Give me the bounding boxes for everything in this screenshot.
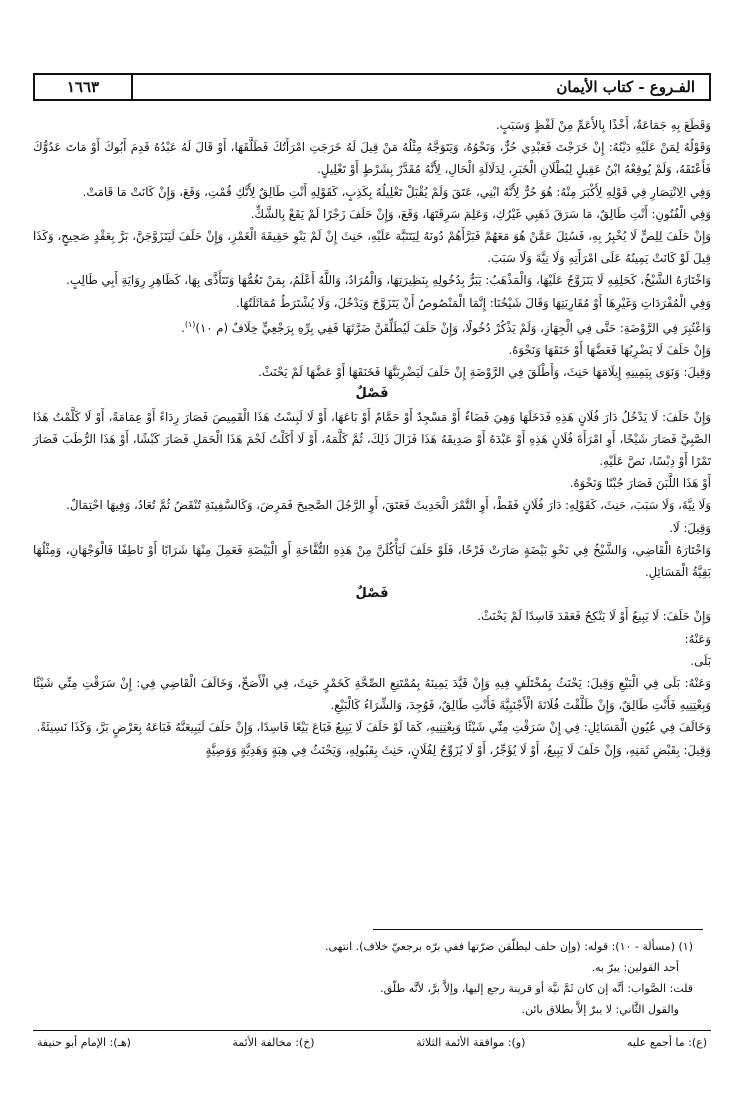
paragraph: وَإِنْ حَلَفَ: لَا يَبِيعُ أَوْ لَا يَنْكِحُ فَعَقَدَ فَاسِدًا لَمْ يَحْنَثْ. [477, 609, 711, 624]
footnote-marker: (١) [184, 319, 196, 329]
page-header [33, 73, 711, 101]
section-heading: فَصْلٌ [355, 586, 389, 602]
paragraph: وَاخْتَارَهُ الشَّيْخُ، كَحَلِفِهِ لَا يَتَزَوَّجُ عَلَيْهَا، وَالْمَذْهَبُ: يَبَرُّ بِدُخُولِهِ بِنَظِيرَتِهَا، وَالْمُرَادُ، وَاللَّهُ أَعْلَمُ، بِمَنْ تَغُمُّهَا وَتَتَأَذَّى بِهَا، كَظَاهِرِ رِوَايَةِ أَبِي طَالِبٍ. [66, 273, 711, 288]
abbreviation-legend [33, 1036, 711, 1056]
paragraph: أَوْ هَذَا اللَّبَنَ فَصَارَ جُبْنًا وَنَحْوَهُ. [569, 476, 711, 491]
legend-khaa: (خ): مخالفة الأئمة [232, 1036, 315, 1049]
running-title: الفـروع - كتاب الأيمان [556, 78, 695, 96]
paragraph-with-footnote: وَاعْتُبِرَ فِي الرَّوْضَةِ: حَتَّى فِي الْجِهَازِ، وَلَمْ يَذْكُرْ دُخُولًا، وَإِنْ حَلَفَ لَيُطَلِّقَنَّ ضَرَّتَهَا فَفِي بِرِّهِ بِرَجْعِيٍّ خِلَافٌ (م ١٠)$^{(١)}$. [181, 319, 711, 335]
paragraph: وَاخْتَارَهُ الْقَاضِي، وَالشَّيْخُ فِي نَحْوِ بَيْضَةٍ صَارَتْ فَرْخًا، فَلَوْ حَلَفَ لَيَأْكُلَنَّ مِنْ هَذِهِ التُّفَّاحَةِ أَوِ الْبَيْضَةِ فَعَمِلَ مِنْهَا شَرَابًا أَوْ نَاطِفًا فَالْوَجْهَانِ، وَمِثْلُهَا بَقِيَّةُ الْمَسَائِلِ. [33, 542, 711, 579]
footnote-line: (١) (مسألة - ١٠): قوله: (وإن حلف ليطلّقن ضرّتها ففي برّه برجعيّ خلاف). انتهى. [324, 940, 693, 953]
header-divider [131, 75, 133, 99]
legend-haa: (هـ): الإمام أبو حنيفة [37, 1036, 131, 1049]
paragraph: بَلَى. [690, 653, 711, 668]
footnote-line: قلت: الصَّواب: أنَّه إن كان ثَمَّ نيَّة أو قرينة رجع إليها، وإلاَّ برَّ، لأنَّه طلّق. [380, 982, 693, 995]
paragraph: وَإِنْ حَلَفَ: لَا يَدْخُلُ دَارَ فُلَانٍ هَذِهِ فَدَخَلَهَا وَهِيَ فَضَاءٌ أَوْ مَسْجِدٌ أَوْ حَمَّامٌ أَوْ بَاعَهَا، أَوْ لَا لَبِسْتُ هَذَا الْقَمِيصَ فَصَارَ رِدَاءً أَوْ عِمَامَةً، أَوْ لَا كَلَّمْتُ هَذَا الصَّبِيَّ فَصَارَ شَيْخًا، أَوِ امْرَأَةَ فُلَانٍ هَذِهِ أَوْ عَبْدَهُ أَوْ صَدِيقَهُ هَذَا فَزَالَ ذَلِكَ، ثُمَّ كَلَّمَهُ، أَوْ لَا أَكَلْتُ لَحْمَ هَذَا الْحَمَلِ فَصَارَ كَبْشًا، أَوْ هَذَا الرُّطَبَ فَصَارَ تَمْرًا أَوْ دِبْسًا، نَصَّ عَلَيْهِ. [33, 409, 711, 468]
paragraph: وَفِي الْمُفْرَدَاتِ وَغَيْرِهَا أَوْ مُقَارِبَتِهَا وَقَالَ شَيْخُنَا: إِنَّمَا الْمَنْصُوصُ أَنْ يَتَزَوَّجَ وَيَدْخُلَ، وَلَا يُشْتَرَطُ مُمَاثَلَتُهَا. [236, 295, 711, 310]
paragraph: وَقَطَعَ بِهِ جَمَاعَةٌ، أَخْذًا بِالأَعَمِّ مِنْ لَفْظٍ وَسَبَبٍ. [495, 118, 711, 132]
legend-separator [33, 1030, 711, 1031]
paragraph-text: وَاعْتُبِرَ فِي الرَّوْضَةِ: حَتَّى فِي الْجِهَازِ، وَلَمْ يَذْكُرْ دُخُولًا، وَإِنْ حَلَفَ لَيُطَلِّقَنَّ ضَرَّتَهَا فَفِي بِرِّهِ بِرَجْعِيٍّ خِلَافٌ (م ١٠) [195, 320, 711, 335]
paragraph: وَعَنْهُ: بَلَى فِي الْبَيْعِ وَقِيلَ: يَحْنَثُ بِمُخْتَلَفٍ فِيهِ وَإِنْ قَيَّدَ يَمِينَهُ بِمُمْتَنِعِ الصِّحَّةِ كَخَمْرٍ حَنِثَ، فِي الْأَصَحِّ، وَخَالَفَ الْقَاضِي فِي: إِنْ سَرَقْتِ مِنِّي شَيْئًا وَبِعْتِنِيهِ فَأَنْتِ طَالِقٌ، وَإِنْ طَلَّقْتَ فُلَانَةَ الْأَجْنَبِيَّةَ فَأَنْتِ طَالِقٌ، فَوُجِدَ، وَالشِّرَاءُ كَالْبَيْعِ. [33, 675, 711, 713]
paragraph: وَخَالَفَ فِي عُيُونِ الْمَسَائِلِ: فِي إِنْ سَرَقْتِ مِنِّي شَيْئًا وَبِعْتِنِيهِ، كَمَا لَوْ حَلَفَ لَا يَبِيعُ فَبَاعَ بَيْعًا فَاسِدًا، وَإِنْ حَلَفَ لَيَبِيعَنَّهُ فَبَاعَهُ بِعَرْضٍ بَرَّ، وَكَذَا نَسِيئَةً. [36, 720, 711, 735]
paragraph: وَفِي الِانْتِصَارِ فِي قَوْلِهِ لِأَكْبَرَ مِنْهُ: هُوَ حُرٌّ لِأَنَّهُ ابْنِي، عَتَقَ وَلَمْ يُقْبَلْ تَعْلِيلُهُ بِكَذِبٍ، كَقَوْلِهِ أَنْتِ طَالِقٌ لِأَنَّكِ قُمْتِ، وَقَعَ، وَإِنْ كَانَتْ مَا قَامَتْ. [82, 184, 711, 199]
footnote-separator [373, 929, 703, 930]
legend-ain: (ع): ما أجمع عليه [626, 1036, 707, 1049]
footnote-line: والقول الثَّاني: لا يبرّ إلاَّ بطلاق بائن. [521, 1003, 679, 1016]
paragraph: وَعَنْهُ: [684, 631, 711, 646]
footnote-line: أحد القولين: يبرّ به. [591, 961, 679, 974]
paragraph: وَقِيلَ: لَا. [669, 520, 711, 535]
paragraph: وَلَا نِيَّةَ، وَلَا سَبَبَ، حَنِثَ، كَقَوْلِهِ: دَارَ فُلَانٍ فَقَطْ، أَوِ التَّمْرَ الْحَدِيثَ فَعَتَقَ، أَوِ الرَّجُلَ الصَّحِيحَ فَمَرِضَ، وَكَالسَّفِينَةِ تُنْقَضُ ثُمَّ تُعَادُ، وَفِيهَا احْتِمَالٌ. [66, 498, 711, 513]
section-heading: فَصْلٌ [355, 386, 389, 402]
paragraph: وَقِيلَ: بِقَبْضِ ثَمَنِهِ، وَإِنْ حَلَفَ لَا يَبِيعُ، أَوْ لَا يُؤَجِّرُ، أَوْ لَا يُزَوِّجُ لِفُلَانٍ، حَنِثَ بِقَبُولِهِ، وَيَحْنَثُ فِي هِبَةٍ وَهَدِيَّةٍ وَوَصِيَّةٍ [205, 742, 711, 757]
paragraph: وَقِيلَ: وَنَوَى بِيَمِينِهِ إِيلَامَهَا حَنِثَ، وَأَطْلَقَ فِي الرَّوْضَةِ إِنْ حَلَفَ لَيَضْرِبَنَّهَا فَخَنَقَهَا أَوْ عَضَّهَا لَمْ يَحْنَثْ. [258, 365, 711, 380]
paragraph: وَقَوْلُهُ لِمَنْ عَلَيْهِ دَيْنُهُ: إِنْ خَرَجْتَ فَعَبْدِي حُرٌّ، وَنَحْوُهُ، وَيَتَوَجَّهُ مِثْلُهُ مَنْ قِيلَ لَهُ خَرَجَتِ امْرَأَتُكَ فَطَلَّقَهَا، أَوْ قَالَ لَهُ عَبْدُهُ قَدِمَ أَبُوكَ أَوْ مَاتَ عَدُوُّكَ فَأَعْتَقَهُ، وَلَمْ يُوقِعْهُ ابْنُ عَقِيلٍ لِبُطْلَانِ الْخَبَرِ، لِدَلَالَةِ الْحَالِ، لِأَنَّهُ مُقَدَّرٌ بِشَرْطٍ أَوْ تَعْلِيلٍ. [33, 140, 711, 177]
paragraph: وَفِي الْفُنُونِ: أَنْتِ طَالِقٌ، مَا سَرَقَ ذَهَبِي غَيْرُكِ، وَعَلِمَ سَرِقَتَهَا، وَقَعَ، وَإِنْ حَلَفَ زَجْرًا لَمْ يَقَعْ بِالشَّكِّ. [250, 206, 711, 221]
footnotes [33, 936, 693, 1020]
paragraph: وَإِنْ حَلَفَ لِلِصٍّ لَا يُخْبِرُ بِهِ، فَسُئِلَ عَمَّنْ هُوَ مَعَهُمْ فَبَرَّأَهُمْ دُونَهُ لِيَتَنَبَّهَ عَلَيْهِ، حَنِثَ إِنْ لَمْ يَنْوِ حَقِيقَةَ الْغَمْزِ، وَإِنْ حَلَفَ لَيَتَزَوَّجَنَّ، بَرَّ بِعَقْدٍ صَحِيحٍ، وَكَذَا قِيلَ لَوْ كَانَتْ يَمِينُهُ عَلَى امْرَأَتِهِ وَلَا نِيَّةَ وَلَا سَبَبَ. [33, 229, 711, 266]
paragraph: وَإِنْ حَلَفَ لَا يَضْرِبُهَا فَعَضَّهَا أَوْ خَنَقَهَا وَنَحْوَهُ. [508, 342, 711, 357]
page-number: ١٦٦٣ [66, 78, 100, 96]
main-text [33, 114, 711, 761]
legend-waw: (و): موافقة الأئمة الثلاثة [416, 1036, 526, 1049]
